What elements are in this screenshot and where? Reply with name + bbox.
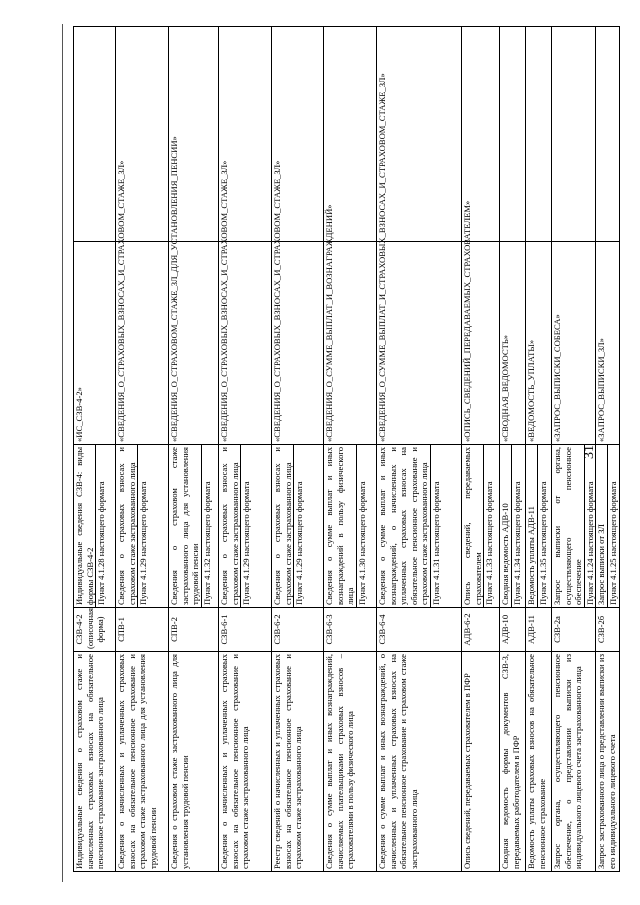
description-cell — [272, 445, 324, 608]
format-reference: Пункт 4.1.35 настоящего формата — [537, 445, 549, 607]
description-cell — [500, 445, 526, 608]
empty-cell — [377, 27, 462, 242]
table-row — [74, 27, 116, 872]
description-text: Индивидуальные сведения СЗВ-4: виды формы СЗВ-4-2 — [74, 447, 95, 605]
element-name-cell: «ИС_СЗВ-4-2» — [74, 242, 116, 445]
form-code-cell: СЗВ-2а — [552, 608, 596, 652]
format-reference: Пункт 4.1.30 настоящего формата — [356, 445, 368, 607]
description-cell — [462, 445, 500, 608]
form-code-cell: АДВ-10 — [500, 608, 526, 652]
empty-cell — [526, 27, 552, 242]
element-name-cell: «ВЕДОМОСТЬ_УПЛАТЫ» — [526, 242, 552, 445]
form-code-cell: СПВ-2 — [169, 608, 219, 652]
table-row — [552, 27, 596, 872]
description-text: Запрос выписки от органа, осуществляющего пенсионное обеспечение — [552, 447, 583, 605]
table-row — [272, 27, 324, 872]
description-cell — [74, 445, 116, 608]
element-name-cell: «СВЕДЕНИЯ_О_СТРАХОВЫХ_ВЗНОСАХ_И_СТРАХОВОМ_СТАЖЕ_ЗЛ» — [219, 242, 272, 445]
form-code-cell: АДВ-11 — [526, 608, 552, 652]
element-name-cell: «СВОДНАЯ_ВЕДОМОСТЬ» — [500, 242, 526, 445]
description-text: Сведения о сумме выплат и иных вознаграждений, о начисленных и уплаченных страховых взносах на обязательное пенсионное страхование и страховом стаже застрахованного лица — [377, 447, 429, 605]
document-name-cell: Сведения о сумме выплат и иных вознаграждений, о начисленных и уплаченных страховых взносах на обязательное пенсионное страхование и страховом стаже застрахованного лица — [377, 652, 462, 872]
form-code-cell: СЗВ-4-2 (описочная форма) — [74, 608, 116, 652]
empty-cell — [596, 27, 620, 242]
element-name-cell: «СВЕДЕНИЯ_О_СТРАХОВЫХ_ВЗНОСАХ_И_СТРАХОВОМ_СТАЖЕ_ЗЛ» — [116, 242, 169, 445]
empty-cell — [500, 27, 526, 242]
form-code-cell: СПВ-1 — [116, 608, 169, 652]
table-row — [462, 27, 500, 872]
document-name-cell: Сведения о начисленных и уплаченных страховых взносах на обязательное пенсионное страхование и страховом стаже застрахованного лица — [219, 652, 272, 872]
rotated-table-container — [73, 27, 620, 872]
page-number: 31 — [582, 445, 597, 459]
format-reference: Пункт 4.1.29 настоящего формата — [293, 445, 305, 607]
document-name-cell: Сведения о страховом стаже застрахованного лица для установления трудовой пенсии — [169, 652, 219, 872]
document-name-cell: Сведения о начисленных и уплаченных страховых взносах на обязательное пенсионное страхование и страховом стаже застрахованного лица для установления трудовой пенсии — [116, 652, 169, 872]
format-reference: Пункт 4.1.24 настоящего формата — [584, 445, 596, 607]
description-text: Сведения о страховых взносах и страховом стаже застрахованного лица — [116, 447, 137, 605]
table-row — [219, 27, 272, 872]
document-name-cell: Сведения о сумме выплат и иных вознаграждений, начисляемых плательщиками страховых взносов – страхователями в пользу физического лица — [324, 652, 377, 872]
format-reference: Пункт 4.1.28 настоящего формата — [95, 445, 107, 607]
description-text: Сводная ведомость АДВ-10 — [500, 503, 510, 605]
description-cell — [377, 445, 462, 608]
document-name-cell: Опись сведений, передаваемых страхователем в ПФР — [462, 652, 500, 872]
formats-table — [73, 26, 620, 872]
format-reference: Пункт 4.1.32 настоящего формата — [201, 445, 213, 607]
form-code-cell: СЗВ-2б — [596, 608, 620, 652]
element-name-cell: «СВЕДЕНИЯ_О_СТРАХОВОМ_СТАЖЕ_ЗЛ_ДЛЯ_УСТАНОВЛЕНИЯ_ПЕНСИИ» — [169, 242, 219, 445]
description-cell — [219, 445, 272, 608]
margin-line — [62, 24, 63, 882]
description-text: Сведения о сумме выплат и иных вознаграждений в пользу физического лица — [324, 447, 355, 605]
description-cell — [552, 445, 596, 608]
element-name-cell: «ЗАПРОС_ВЫПИСКИ_СОБЕСА» — [552, 242, 596, 445]
table-row — [500, 27, 526, 872]
format-reference: Пункт 4.1.29 настоящего формата — [137, 445, 149, 607]
format-reference: Пункт 4.1.33 настоящего формата — [483, 445, 495, 607]
table-row — [377, 27, 462, 872]
format-reference: Пункт 4.1.34 настоящего формата — [511, 445, 523, 607]
document-name-cell: Реестр сведений о начисленных и уплаченных страховых взносах на обязательное пенсионное страхование и страховом стаже застрахованного лица — [272, 652, 324, 872]
document-name-cell: Запрос застрахованного лица о представлении выписки из его индивидуального лицевого счета — [596, 652, 620, 872]
description-text: Запрос выписки от ЗЛ — [596, 524, 606, 605]
empty-cell — [74, 27, 116, 242]
element-name-cell: «ЗАПРОС_ВЫПИСКИ_ЗЛ» — [596, 242, 620, 445]
table-row — [324, 27, 377, 872]
element-name-cell: «СВЕДЕНИЯ_О_СТРАХОВЫХ_ВЗНОСАХ_И_СТРАХОВОМ_СТАЖЕ_ЗЛ» — [272, 242, 324, 445]
table-row — [526, 27, 552, 872]
element-name-cell: «СВЕДЕНИЯ_О_СУММЕ_ВЫПЛАТ_И_ВОЗНАГРАЖДЕНИЙ» — [324, 242, 377, 445]
table-row — [596, 27, 620, 872]
form-code-cell: СЗВ-6-1 — [219, 608, 272, 652]
form-code-cell: СЗВ-6-3 — [324, 608, 377, 652]
element-name-cell: «ОПИСЬ_СВЕДЕНИЙ_ПЕРЕДАВАЕМЫХ_СТРАХОВАТЕЛЕМ» — [462, 242, 500, 445]
format-reference: Пункт 4.1.25 настоящего формата — [607, 445, 619, 607]
description-text: Ведомость уплаты АДВ-11 — [526, 506, 536, 605]
form-code-cell: СЗВ-6-4 — [377, 608, 462, 652]
document-name-cell: Сводная ведомость формы документов СЗВ-3, передаваемых работодателем в ПФР — [500, 652, 526, 872]
document-name-cell: Индивидуальные сведения о страховом стаже и начисленных страховых взносах на обязательное пенсионное страхование застрахованного лица — [74, 652, 116, 872]
form-code-cell: СЗВ-6-2 — [272, 608, 324, 652]
element-name-cell: «СВЕДЕНИЯ_О_СУММЕ_ВЫПЛАТ_И_СТРАХОВЫХ_ВЗНОСАХ_И_СТРАХОВОМ_СТАЖЕ_ЗЛ» — [377, 242, 462, 445]
description-cell — [116, 445, 169, 608]
description-text: Опись сведений, передаваемых страхователем — [462, 447, 483, 605]
table-row — [169, 27, 219, 872]
format-reference: Пункт 4.1.29 настоящего формата — [240, 445, 252, 607]
document-name-cell: Запрос органа, осуществляющего пенсионное обеспечение, о представлении выписки из индивидуального лицевого счета застрахованного лица — [552, 652, 596, 872]
description-cell — [169, 445, 219, 608]
form-code-cell: АДВ-6-2 — [462, 608, 500, 652]
description-cell — [596, 445, 620, 608]
document-name-cell: Ведомость уплаты страховых взносов на обязательное пенсионное страхование — [526, 652, 552, 872]
format-reference: Пункт 4.1.31 настоящего формата — [430, 445, 442, 607]
description-text: Сведения о страховом стаже застрахованного лица для установления трудовой пенсии — [169, 447, 200, 605]
description-cell — [324, 445, 377, 608]
table-row — [116, 27, 169, 872]
description-text: Сведения о страховых взносах и страховом стаже застрахованного лица — [272, 447, 293, 605]
description-text: Сведения о страховых взносах и страховом стаже застрахованного лица — [219, 447, 240, 605]
empty-cell — [552, 27, 596, 242]
description-cell — [526, 445, 552, 608]
